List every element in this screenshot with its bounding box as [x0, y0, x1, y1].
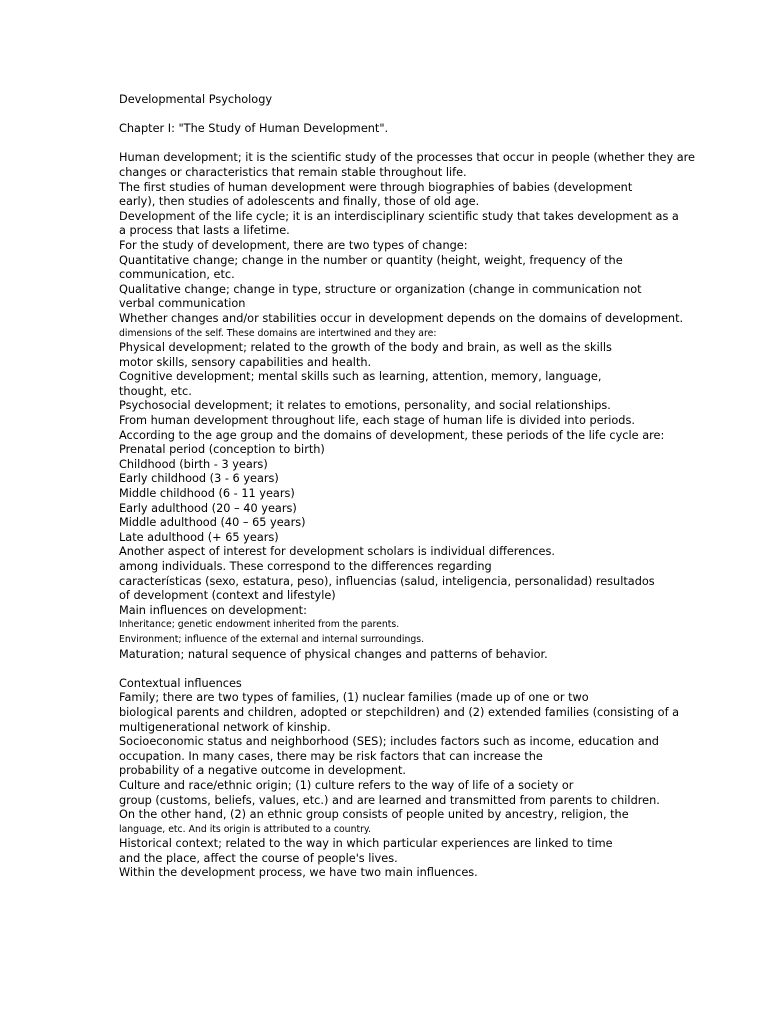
text-line: Human development; it is the scientific study of the processes that occur in people (whether they are	[119, 151, 696, 165]
text-line: On the other hand, (2) an ethnic group consists of people united by ancestry, religion, the	[119, 808, 629, 822]
text-line: Physical development; related to the growth of the body and brain, as well as the skills	[119, 341, 612, 355]
text-line: early), then studies of adolescents and finally, those of old age.	[119, 195, 480, 209]
document-title: Developmental Psychology	[119, 93, 273, 106]
text-line: Prenatal period (conception to birth)	[119, 443, 325, 457]
text-line: Early childhood (3 - 6 years)	[119, 472, 279, 486]
section-contextual-influences	[119, 677, 759, 881]
text-line: Qualitative change; change in type, structure or organization (change in communication not	[119, 282, 642, 296]
text-line: communication, etc.	[119, 268, 235, 282]
text-line: thought, etc.	[119, 384, 192, 398]
text-line: Psychosocial development; it relates to emotions, personality, and social relationships.	[119, 399, 611, 413]
text-line: características (sexo, estatura, peso), influencias (salud, inteligencia, personalidad) resultados	[119, 574, 655, 588]
text-line: According to the age group and the domains of development, these periods of the life cycle are:	[119, 428, 665, 442]
text-line: dimensions of the self. These domains are intertwined and they are:	[119, 327, 437, 339]
text-line: motor skills, sensory capabilities and health.	[119, 355, 372, 369]
text-line: probability of a negative outcome in development.	[119, 764, 407, 778]
text-line: The first studies of human development were through biographies of babies (development	[119, 180, 633, 194]
text-line: Within the development process, we have two main influences.	[119, 866, 478, 880]
text-line: Culture and race/ethnic origin; (1) culture refers to the way of life of a society or	[119, 778, 574, 792]
text-line: For the study of development, there are two types of change:	[119, 238, 468, 252]
text-line: From human development throughout life, each stage of human life is divided into periods.	[119, 414, 635, 428]
text-line: language, etc. And its origin is attributed to a country.	[119, 823, 372, 835]
text-line: Maturation; natural sequence of physical changes and patterns of behavior.	[119, 647, 548, 661]
document-body	[119, 93, 759, 881]
text-line: occupation. In many cases, there may be risk factors that can increase the	[119, 749, 543, 763]
text-line: multigenerational network of kinship.	[119, 720, 331, 734]
text-line: Development of the life cycle; it is an interdisciplinary scientific study that takes development as a	[119, 209, 679, 223]
section-introduction	[119, 151, 759, 662]
text-line: Quantitative change; change in the number or quantity (height, weight, frequency of the	[119, 253, 623, 267]
text-line: Whether changes and/or stabilities occur in development depends on the domains of development.	[119, 311, 684, 325]
text-line: a process that lasts a lifetime.	[119, 224, 290, 238]
text-line: Early adulthood (20 – 40 years)	[119, 501, 297, 515]
text-line: Historical context; related to the way in which particular experiences are linked to time	[119, 837, 613, 851]
text-line: verbal communication	[119, 297, 246, 311]
text-line: Middle childhood (6 - 11 years)	[119, 487, 295, 501]
text-line: Family; there are two types of families, (1) nuclear families (made up of one or two	[119, 691, 589, 705]
chapter-heading: Chapter I: "The Study of Human Development".	[119, 122, 389, 136]
text-line: Late adulthood (+ 65 years)	[119, 530, 279, 544]
text-line: Inheritance; genetic endowment inherited from the parents.	[119, 619, 400, 631]
text-line: Socioeconomic status and neighborhood (SES); includes factors such as income, education and	[119, 735, 659, 749]
text-line: Another aspect of interest for development scholars is individual differences.	[119, 545, 555, 559]
text-line: Main influences on development:	[119, 603, 307, 617]
text-line: Cognitive development; mental skills such as learning, attention, memory, language,	[119, 370, 602, 384]
text-line: of development (context and lifestyle)	[119, 589, 336, 603]
text-line: Contextual influences	[119, 676, 242, 690]
text-line: changes or characteristics that remain stable throughout life.	[119, 165, 467, 179]
text-line: Environment; influence of the external and internal surroundings.	[119, 633, 425, 645]
text-line: group (customs, beliefs, values, etc.) and are learned and transmitted from parents to children.	[119, 793, 660, 807]
text-line: Childhood (birth - 3 years)	[119, 457, 268, 471]
text-line: biological parents and children, adopted or stepchildren) and (2) extended families (consisting of a	[119, 705, 680, 719]
text-line: and the place, affect the course of people's lives.	[119, 851, 398, 865]
text-line: Middle adulthood (40 – 65 years)	[119, 516, 306, 530]
text-line: among individuals. These correspond to the differences regarding	[119, 560, 492, 573]
